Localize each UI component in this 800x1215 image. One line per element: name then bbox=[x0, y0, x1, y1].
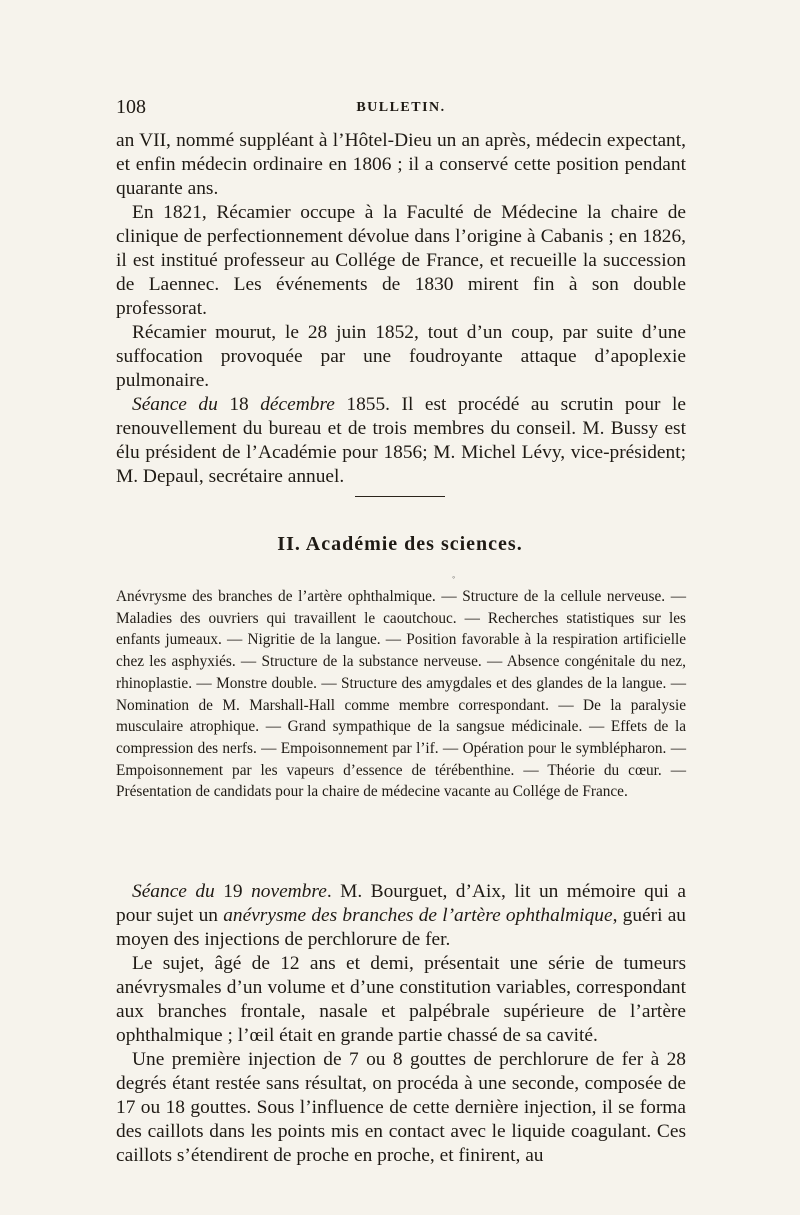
paragraph-seance-decembre bbox=[116, 393, 686, 489]
seance-outcome: , guéri au moyen des injections de perchlorure de fer. bbox=[116, 905, 686, 950]
bottom-text-block bbox=[116, 880, 686, 1168]
section-summary bbox=[116, 586, 686, 803]
section-title: II. Académie des sciences. bbox=[277, 533, 523, 555]
running-head bbox=[116, 96, 686, 120]
paragraph-patient: Le sujet, âgé de 12 ans et demi, présentait une série de tumeurs anévrysmales d’un volume et d’une constitution variables, correspondant aux branches frontale, nasale et palpébrale supérieure de l’artère ophthalmique ; l’œil était en grande partie chassé de sa cavité. bbox=[116, 953, 686, 1046]
summary-text: Anévrysme des branches de l’artère ophthalmique. — Structure de la cellule nerveuse. — Maladies des ouvriers qui travaillent le caoutchouc. — Recherches statistiques sur les enfants jumeaux. — Nigritie de la langue. — Position favorable à la respiration artificielle chez les asphyxiés. — Structure de la substance nerveuse. — Absence congénitale du nez, rhinoplastie. — Monstre double. — Structure des amygdales et des glandes de la langue. — Nomination de M. Marshall-Hall comme membre correspondant. — De la paralysie musculaire atrophique. — Grand sympathique de la sangsue médicinale. — Effets de la compression des nerfs. — Empoisonnement par l’if. — Opération pour le symblépharon. — Empoisonnement par les vapeurs d’essence de térébenthine. — Théorie du cœur. — Présentation de candidats pour la chaire de médecine vacante au Collége de France. bbox=[116, 588, 686, 801]
seance-day: 18 bbox=[217, 394, 261, 415]
paragraph-recamier-death: Récamier mourut, le 28 juin 1852, tout d’un coup, par suite d’une suffocation provoquée par une foudroyante attaque d’apoplexie pulmonaire. bbox=[116, 322, 686, 391]
paragraph-injection: Une première injection de 7 ou 8 gouttes de perchlorure de fer à 28 degrés étant restée sans résultat, on procéda à une seconde, composée de 17 ou 18 gouttes. Sous l’influence de cette dernière injection, il se forma des caillots dans les points mis en contact avec le liquide coagulant. Ces caillots s’étendirent de proche en proche, et finirent, au bbox=[116, 1049, 686, 1166]
seance-month: décembre bbox=[260, 394, 335, 415]
section-divider bbox=[355, 496, 445, 497]
seance-day: 19 bbox=[214, 881, 252, 902]
seance-label: Séance du bbox=[132, 394, 218, 415]
top-text-block bbox=[116, 129, 686, 489]
running-title: BULLETIN. bbox=[356, 100, 446, 115]
ornament-mark: ◦ bbox=[452, 572, 456, 582]
seance-body: 1855. Il est procédé au scrutin pour le renouvellement du bureau et de trois membres du conseil. M. Bussy est élu président de l’Académie pour 1856; M. Michel Lévy, vice-président; M. Depaul, secrétaire annuel. bbox=[116, 394, 686, 487]
paragraph-recamier-chair: En 1821, Récamier occupe à la Faculté de Médecine la chaire de clinique de perfectionnement dévolue dans l’origine à Cabanis ; en 1826, il est institué professeur au Collége de France, et recueille la succession de Laennec. Les événements de 1830 mirent fin à son double professorat. bbox=[116, 202, 686, 319]
memoir-title: anévrysme des branches de l’artère ophthalmique bbox=[223, 905, 613, 926]
seance-intro: . M. Bourguet, d’Aix, lit un mémoire qui a pour sujet un bbox=[116, 881, 687, 926]
paragraph-continuation: an VII, nommé suppléant à l’Hôtel-Dieu un an après, médecin expectant, et enfin médecin ordinaire en 1806 ; il a conservé cette position pendant quarante ans. bbox=[116, 130, 686, 199]
seance-label: Séance du bbox=[132, 881, 215, 902]
seance-month: novembre bbox=[251, 881, 327, 902]
page-number: 108 bbox=[116, 96, 146, 118]
paragraph-seance-novembre bbox=[116, 880, 686, 952]
